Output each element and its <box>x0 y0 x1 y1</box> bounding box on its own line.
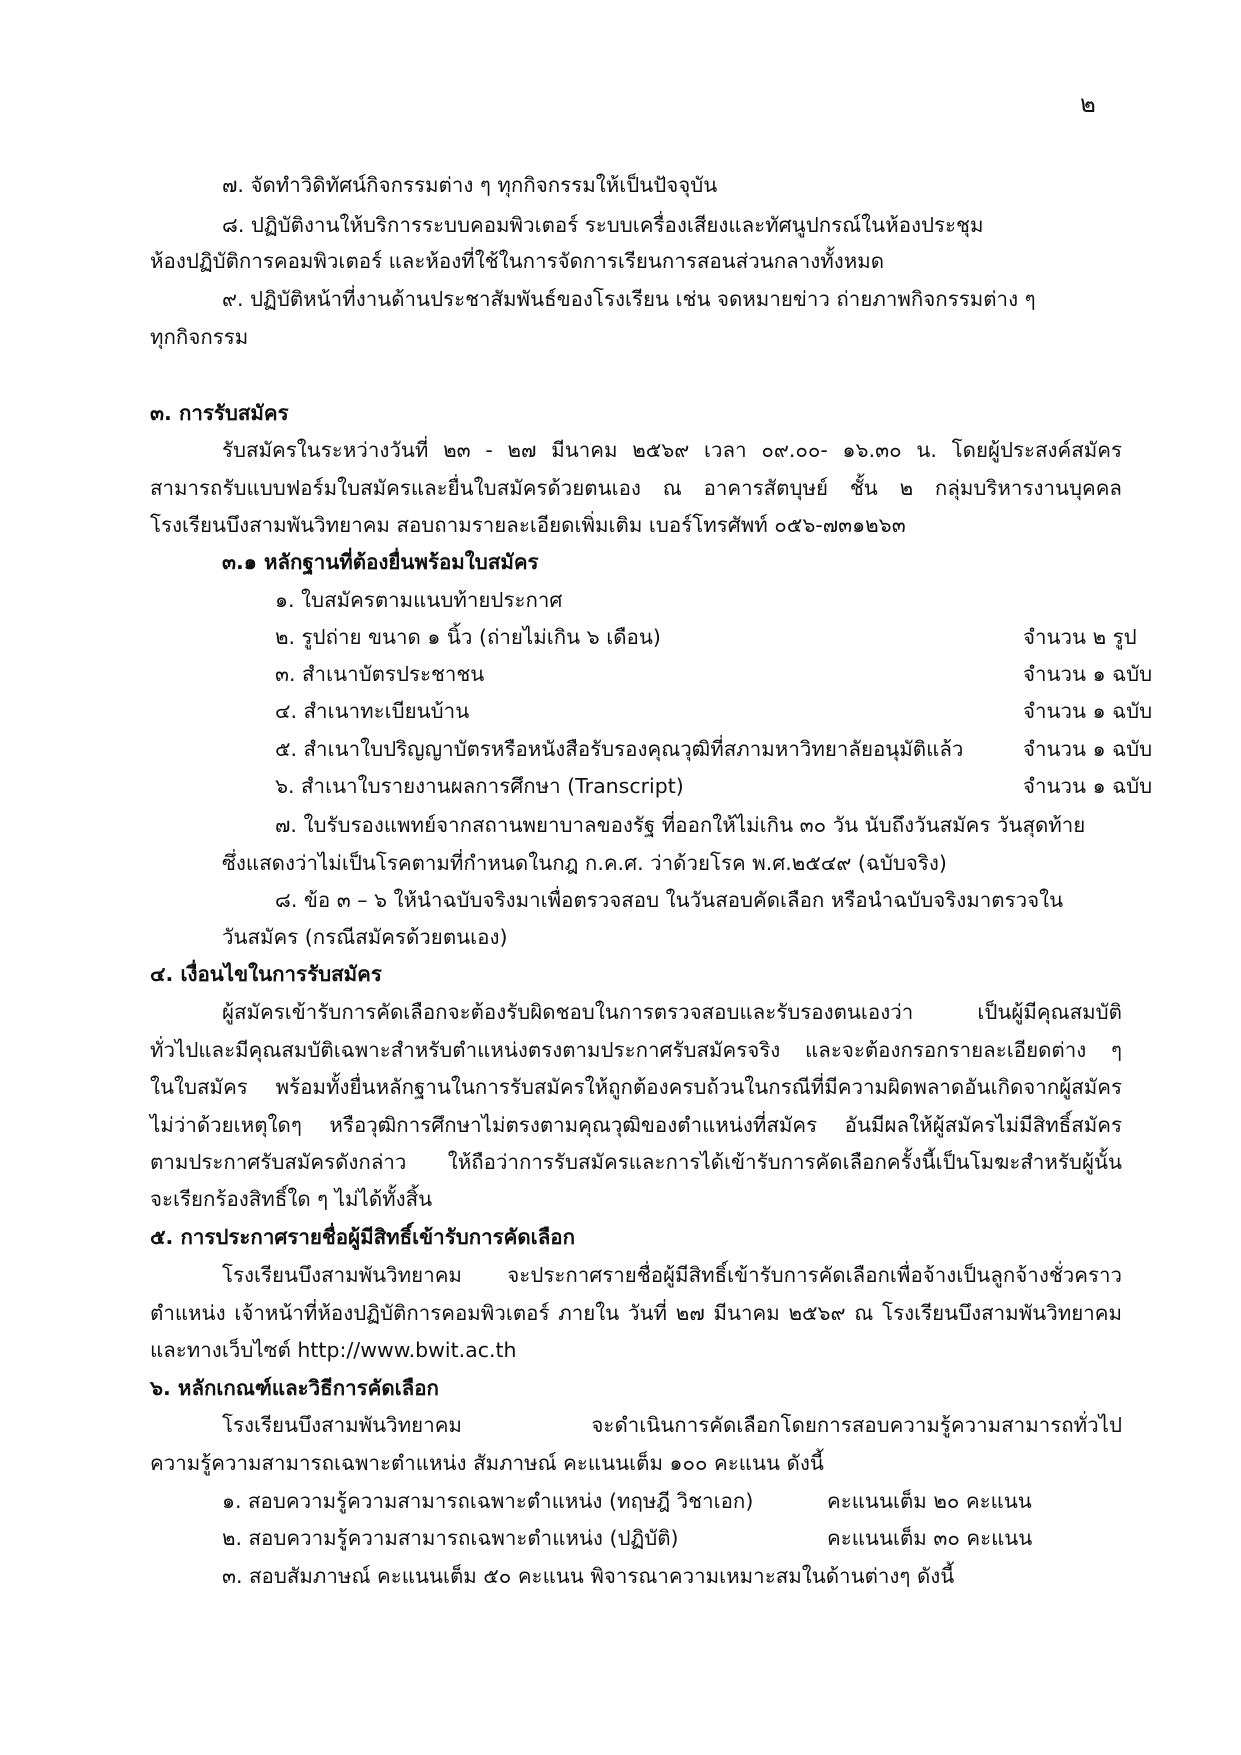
document-qty: จำนวน ๑ ฉบับ <box>1023 737 1153 761</box>
section-3-line-3: โรงเรียนบึงสามพันวิทยาคม สอบถามรายละเอียดเพิ่มเติม เบอร์โทรศัพท์ ๐๕๖-๗๓๑๒๖๓ <box>150 513 906 537</box>
criteria-score: คะแนนเต็ม ๒๐ คะแนน <box>827 1489 1032 1513</box>
document-item <box>275 734 1153 764</box>
document-qty: จำนวน ๒ รูป <box>1023 625 1137 649</box>
page-number: ๒ <box>1080 90 1096 118</box>
criteria-item <box>222 1561 954 1591</box>
document-label: ๕. สำเนาใบปริญญาบัตรหรือหนังสือรับรองคุณวุฒิที่สภามหาวิทยาลัยอนุมัติแล้ว <box>275 737 964 761</box>
duty-item-8: ๘. ปฏิบัติงานให้บริการระบบคอมพิวเตอร์ ระบบเครื่องเสียงและทัศนูปกรณ์ในห้องประชุม <box>222 213 984 237</box>
document-label: ๒. รูปถ่าย ขนาด ๑ นิ้ว (ถ่ายไม่เกิน ๖ เดือน) <box>275 625 661 649</box>
section-4-line-5: ตามประกาศรับสมัครดังกล่าว ให้ถือว่าการรับสมัครและการได้เข้ารับการคัดเลือกครั้งนี้เป็นโมฆะสำหรับผู้นั้น <box>150 1150 1122 1174</box>
document-qty: จำนวน ๑ ฉบับ <box>1023 774 1153 798</box>
duty-item-9-cont: ทุกกิจกรรม <box>150 325 249 349</box>
section-5-heading: ๕. การประกาศรายชื่อผู้มีสิทธิ์เข้ารับการคัดเลือก <box>150 1225 575 1249</box>
document-label: ๔. สำเนาทะเบียนบ้าน <box>275 699 470 723</box>
document-item-8-cont: วันสมัคร (กรณีสมัครด้วยตนเอง) <box>222 925 508 949</box>
criteria-item <box>222 1523 1033 1553</box>
document-label: ๑. ใบสมัครตามแนบท้ายประกาศ <box>275 588 563 612</box>
document-item <box>275 659 1153 689</box>
section-4-heading: ๔. เงื่อนไขในการรับสมัคร <box>150 962 382 986</box>
section-6-heading: ๖. หลักเกณฑ์และวิธีการคัดเลือก <box>150 1376 439 1400</box>
duty-item-8-cont: ห้องปฏิบัติการคอมพิวเตอร์ และห้องที่ใช้ในการจัดการเรียนการสอนส่วนกลางทั้งหมด <box>150 249 885 273</box>
criteria-label: ๑. สอบความรู้ความสามารถเฉพาะตำแหน่ง (ทฤษฎี วิชาเอก) <box>222 1489 754 1513</box>
section-5-line-3: และทางเว็บไซต์ http://www.bwit.ac.th <box>150 1338 517 1362</box>
document-item <box>275 696 1153 726</box>
document-item <box>275 585 562 615</box>
section-3-heading: ๓. การรับสมัคร <box>150 401 289 425</box>
section-4-line-6: จะเรียกร้องสิทธิ์ใด ๆ ไม่ได้ทั้งสิ้น <box>150 1187 433 1211</box>
section-4-line-2: ทั่วไปและมีคุณสมบัติเฉพาะสำหรับตำแหน่งตรงตามประกาศรับสมัครจริง และจะต้องกรอกรายละเอียดต่าง ๆ <box>150 1038 1122 1062</box>
criteria-label: ๒. สอบความรู้ความสามารถเฉพาะตำแหน่ง (ปฏิบัติ) <box>222 1526 679 1550</box>
criteria-label: ๓. สอบสัมภาษณ์ คะแนนเต็ม ๕๐ คะแนน พิจารณาความเหมาะสมในด้านต่างๆ ดังนี้ <box>222 1564 955 1588</box>
section-3-line-1: รับสมัครในระหว่างวันที่ ๒๓ - ๒๗ มีนาคม ๒๕๖๙ เวลา ๐๙.๐๐- ๑๖.๓๐ น. โดยผู้ประสงค์สมัคร <box>222 438 1122 462</box>
document-item <box>275 622 1137 652</box>
section-5-line-2: ตำแหน่ง เจ้าหน้าที่ห้องปฏิบัติการคอมพิวเตอร์ ภายใน วันที่ ๒๗ มีนาคม ๒๕๖๙ ณ โรงเรียนบึงสามพันวิทยาคม <box>150 1301 1122 1325</box>
document-item-7: ๗. ใบรับรองแพทย์จากสถานพยาบาลของรัฐ ที่ออกให้ไม่เกิน ๓๐ วัน นับถึงวันสมัคร วันสุดท้าย <box>275 813 1086 837</box>
document-item-8: ๘. ข้อ ๓ – ๖ ให้นำฉบับจริงมาเพื่อตรวจสอบ ในวันสอบคัดเลือก หรือนำฉบับจริงมาตรวจใน <box>275 888 1064 912</box>
document-qty: จำนวน ๑ ฉบับ <box>1023 662 1153 686</box>
section-4-line-3: ในใบสมัคร พร้อมทั้งยื่นหลักฐานในการรับสมัครให้ถูกต้องครบถ้วนในกรณีที่มีความผิดพลาดอันเกิดจากผู้สมัคร <box>150 1075 1122 1099</box>
duty-item-9: ๙. ปฏิบัติหน้าที่งานด้านประชาสัมพันธ์ของโรงเรียน เช่น จดหมายข่าว ถ่ายภาพกิจกรรมต่าง ๆ <box>222 287 1036 311</box>
document-label: ๓. สำเนาบัตรประชาชน <box>275 662 485 686</box>
section-5-line-1: โรงเรียนบึงสามพันวิทยาคม จะประกาศรายชื่อผู้มีสิทธิ์เข้ารับการคัดเลือกเพื่อจ้างเป็นลูกจ้างชั่วคราว <box>222 1263 1122 1287</box>
criteria-item <box>222 1486 1032 1516</box>
document-item <box>275 771 1153 801</box>
section-3-1-heading: ๓.๑ หลักฐานที่ต้องยื่นพร้อมใบสมัคร <box>222 550 539 574</box>
criteria-score: คะแนนเต็ม ๓๐ คะแนน <box>827 1526 1033 1550</box>
section-4-line-4: ไม่ว่าด้วยเหตุใดๆ หรือวุฒิการศึกษาไม่ตรงตามคุณวุฒิของตำแหน่งที่สมัคร อันมีผลให้ผู้สมัครไม่มีสิทธิ์สมัคร <box>150 1113 1122 1137</box>
document-label: ๖. สำเนาใบรายงานผลการศึกษา (Transcript) <box>275 774 684 798</box>
document-qty: จำนวน ๑ ฉบับ <box>1023 699 1153 723</box>
duty-item-7: ๗. จัดทำวิดิทัศน์กิจกรรมต่าง ๆ ทุกกิจกรรมให้เป็นปัจจุบัน <box>222 173 718 197</box>
document-item-7-cont: ซึ่งแสดงว่าไม่เป็นโรคตามที่กำหนดในกฎ ก.ค.ศ. ว่าด้วยโรค พ.ศ.๒๕๔๙ (ฉบับจริง) <box>222 851 947 875</box>
section-4-line-1: ผู้สมัครเข้ารับการคัดเลือกจะต้องรับผิดชอบในการตรวจสอบและรับรองตนเองว่า เป็นผู้มีคุณสมบัติ <box>222 1000 1122 1024</box>
section-6-line-1: โรงเรียนบึงสามพันวิทยาคม จะดำเนินการคัดเลือกโดยการสอบความรู้ความสามารถทั่วไป <box>222 1413 1122 1437</box>
section-3-line-2: สามารถรับแบบฟอร์มใบสมัครและยื่นใบสมัครด้วยตนเอง ณ อาคารสัตบุษย์ ชั้น ๒ กลุ่มบริหารงานบุคคล <box>150 476 1122 500</box>
section-6-line-2: ความรู้ความสามารถเฉพาะตำแหน่ง สัมภาษณ์ คะแนนเต็ม ๑๐๐ คะแนน ดังนี้ <box>150 1451 824 1475</box>
